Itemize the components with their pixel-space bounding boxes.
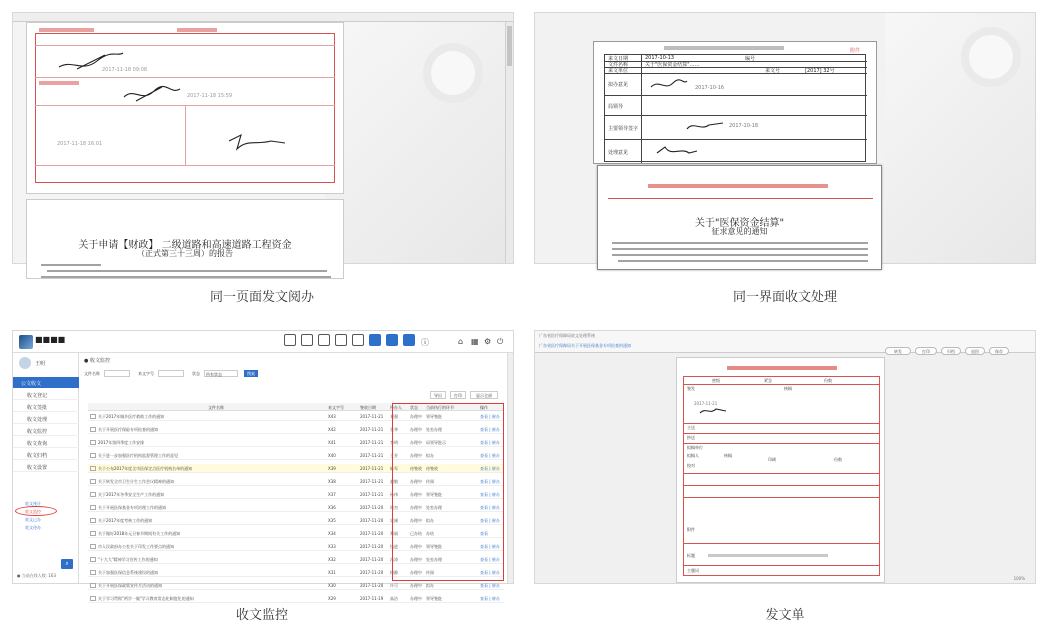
row-cell-title: 关于加强医保信息系统建设的通知 — [98, 570, 158, 575]
row-cell-person: 高洁 — [390, 596, 398, 601]
archive-button[interactable]: 归档 — [941, 347, 961, 355]
row-cell-title: 关于学习贯彻"两学一做"学习教育常态化制度化的通知 — [98, 596, 194, 601]
save-button[interactable]: 保存 — [989, 347, 1009, 355]
title-value-blur — [708, 554, 828, 557]
signature-c — [655, 143, 699, 159]
row-cell-title: 关于转发全市卫生计生工作会议精神的通知 — [98, 479, 174, 484]
col-header: 当前执行的环节 — [426, 405, 454, 410]
panel-receiving-doc-processing — [534, 12, 1036, 264]
form-row-line — [684, 565, 879, 566]
body-line — [612, 254, 868, 256]
body-line — [612, 248, 868, 250]
field-label-urgent: 紧急 — [764, 378, 772, 383]
user-name: 王明 — [35, 361, 46, 367]
row-label: 拟办意见 — [608, 82, 629, 88]
row-cell-no: X33 — [328, 544, 336, 549]
row-cell-person: 刘强 — [390, 414, 398, 419]
row-cell-no: X37 — [328, 492, 336, 497]
form-divider — [35, 45, 335, 46]
row-cell-person: 孙伟 — [390, 492, 398, 497]
row-cell-person: 许可 — [390, 583, 398, 588]
field-label-proof: 校对 — [687, 463, 695, 468]
row-cell-step: 领导签批 — [426, 596, 442, 601]
row-cell-no: X30 — [328, 583, 336, 588]
col-header[interactable]: 状态 — [410, 405, 418, 410]
field-label-sign: 签发 — [687, 386, 695, 391]
form-label-blur — [39, 81, 79, 85]
sidebar — [13, 353, 79, 583]
row-cell-status: 办理中 — [410, 453, 422, 458]
field-label-cc: 抄送 — [687, 435, 695, 440]
row-cell-op[interactable]: 查看 | 催办 — [480, 427, 500, 432]
panel-sending-doc-review — [12, 12, 514, 264]
row-cell-title: 关于做好2018年元旦春节期间有关工作的通知 — [98, 531, 181, 536]
row-cell-no: X32 — [328, 557, 336, 562]
row-cell-step: 拟办 — [426, 453, 434, 458]
browser-toolbar — [535, 331, 1035, 353]
form-divider-2 — [35, 77, 335, 78]
row-cell-person: 郑丽 — [390, 531, 398, 536]
row-cell-step: 办结 — [426, 531, 434, 536]
scrollbar[interactable] — [507, 353, 513, 583]
row-checkbox[interactable] — [90, 583, 96, 588]
row-cell-no: X34 — [328, 531, 336, 536]
row-cell-no: X36 — [328, 505, 336, 510]
form-red-border — [683, 376, 880, 576]
form-row-line — [684, 543, 879, 544]
scroll-thumb[interactable] — [507, 26, 512, 66]
field-label-review: 核稿 — [784, 386, 792, 391]
row-checkbox[interactable] — [90, 570, 96, 575]
row-cell-step: 局领导批示 — [426, 440, 446, 445]
breadcrumb: ● 收文监控 — [84, 358, 110, 364]
row-cell-person: 吴刚 — [390, 518, 398, 523]
highlight-circle — [15, 506, 57, 516]
row-cell-no: X40 — [328, 453, 336, 458]
sending-form-paper — [676, 357, 885, 583]
panel-receiving-doc-monitor — [12, 330, 514, 601]
online-count: ● 当前在线人数: 163 — [17, 573, 57, 578]
row-cell-op[interactable]: 查看 — [480, 531, 488, 536]
field-label-drafter-unit: 拟稿单位 — [687, 445, 703, 450]
form-row-line — [684, 433, 879, 434]
row-checkbox[interactable] — [90, 596, 96, 601]
avatar — [19, 357, 31, 369]
document-body — [26, 199, 344, 279]
row-label: 来文单位 — [608, 68, 629, 74]
doc-title-line1: 关于申请【财政】 二级道路和高速道路工程资金 — [78, 240, 292, 251]
row-cell-date: 2017-11-20 — [360, 557, 384, 562]
search-button[interactable]: 搜索 — [244, 370, 258, 377]
notice-title-line1: 关于"医保资金结算" — [694, 218, 785, 229]
signature-3 — [227, 131, 287, 153]
field-label-check: 核稿 — [724, 453, 732, 458]
row-cell-no: X35 — [328, 518, 336, 523]
row-cell-step: 待签收 — [426, 466, 438, 471]
row-cell-step: 传阅 — [426, 570, 434, 575]
cup-decoration — [961, 27, 1021, 87]
row-cell-date: 2017-11-20 — [360, 518, 384, 523]
col-header: 操作 — [480, 405, 488, 410]
row-cell-status: 待签收 — [410, 466, 422, 471]
show-all-button[interactable]: 显示全部 — [470, 391, 498, 399]
sidebar-subitem[interactable]: 收文统计 — [25, 501, 41, 506]
row-cell-title: 关于公布2017年度全市医保定点医疗机构名单的通知 — [98, 466, 193, 471]
toolbar-button-8[interactable] — [403, 334, 415, 346]
row-label: 来文日期 — [608, 56, 629, 62]
row-cell-person: 陈军 — [390, 466, 398, 471]
toolbar-button-4[interactable] — [335, 334, 347, 346]
row-cell-person: 何静 — [390, 570, 398, 575]
col-header[interactable]: 经办人 — [390, 405, 402, 410]
title-filter-input[interactable] — [104, 370, 130, 377]
row-cell-date: 2017-11-21 — [360, 466, 384, 471]
toolbar-button-2[interactable] — [301, 334, 313, 346]
row-cell-status: 办理中 — [410, 505, 422, 510]
help-icon[interactable]: ⓘ — [421, 338, 429, 347]
settings-icon[interactable]: ⚙ — [484, 337, 492, 346]
col-header[interactable]: 来文字号 — [328, 405, 344, 410]
row-checkbox[interactable] — [90, 531, 96, 536]
col-header[interactable]: 文件名称 — [208, 405, 224, 410]
form-row-line — [684, 485, 879, 486]
form-row-line — [684, 473, 879, 474]
row-cell-date: 2017-11-20 — [360, 570, 384, 575]
sidebar-section-head[interactable]: 公文收文 — [13, 377, 79, 388]
row-cell-date: 2017-11-19 — [360, 596, 384, 601]
row-cell-step: 处室办理 — [426, 557, 442, 562]
row-cell-op[interactable]: 查看 | 催办 — [480, 466, 500, 471]
print-button[interactable]: 打印 — [915, 347, 937, 355]
print-button[interactable]: 打印 — [450, 391, 466, 399]
row-cell-op[interactable]: 查看 | 催办 — [480, 492, 500, 497]
signature-a — [649, 77, 689, 93]
sidebar-item[interactable]: 收文登记 — [13, 389, 79, 400]
field-label-subject: 主题词 — [687, 568, 699, 573]
toolbar-button-5[interactable] — [352, 334, 364, 346]
signature-b — [685, 117, 725, 133]
field-label-main: 主送 — [687, 425, 695, 430]
row-cell-op[interactable]: 查看 | 催办 — [480, 479, 500, 484]
form-row-line — [684, 443, 879, 444]
sidebar-item[interactable]: 收文设置 — [13, 461, 79, 472]
row-checkbox[interactable] — [90, 479, 96, 484]
cell-docno-label: 来文号 — [765, 68, 781, 74]
scrollbar[interactable] — [505, 22, 513, 263]
filter-label-docno: 来文字号 — [138, 371, 154, 376]
toolbar-button-6[interactable] — [369, 334, 381, 346]
row-cell-title: 关于进一步加强医疗机构监督管理工作的意见 — [98, 453, 178, 458]
form-title-blur — [727, 366, 837, 370]
caption-1: 同一页面发文阅办 — [209, 290, 314, 305]
toolbar-button-1[interactable] — [284, 334, 296, 346]
row-cell-status: 办理中 — [410, 440, 422, 445]
receive-form — [593, 41, 877, 164]
status-select[interactable]: 所有状态 — [204, 370, 238, 377]
row-checkbox[interactable] — [90, 414, 96, 419]
row-cell-person: 周杰 — [390, 505, 398, 510]
row-cell-title: 关于开展医保政策宣传月活动的通知 — [98, 583, 162, 588]
sign-date-1: 2017-11-18 09:08 — [102, 67, 148, 73]
row-cell-status: 办理中 — [410, 570, 422, 575]
toolbar-button-7[interactable] — [386, 334, 398, 346]
row-cell-op[interactable]: 查看 | 催办 — [480, 518, 500, 523]
logo-subtext: ········· — [35, 344, 44, 348]
row-cell-date: 2017-11-20 — [360, 583, 384, 588]
row-cell-step: 领导签批 — [426, 544, 442, 549]
red-rule — [608, 198, 873, 199]
row-cell-status: 办理中 — [410, 557, 422, 562]
form-row-line — [684, 497, 879, 498]
row-checkbox[interactable] — [90, 557, 96, 562]
row-cell-date: 2017-11-21 — [360, 414, 384, 419]
row-cell-op[interactable]: 查看 | 催办 — [480, 414, 500, 419]
row-cell-step: 传阅 — [426, 479, 434, 484]
field-label-count: 份数 — [834, 457, 842, 462]
approval-form — [26, 22, 344, 194]
row-cell-step: 处室办理 — [426, 505, 442, 510]
row-cell-op[interactable]: 查看 | 催办 — [480, 570, 500, 575]
row-line — [605, 115, 867, 116]
row-cell-date: 2017-11-21 — [360, 427, 384, 432]
row-cell-op[interactable]: 查看 | 催办 — [480, 557, 500, 562]
sidebar-item[interactable]: 收文处理 — [13, 413, 79, 424]
cell-docno: [2017] 32号 — [805, 68, 835, 74]
row-checkbox[interactable] — [90, 440, 96, 445]
row-cell-no: X42 — [328, 427, 336, 432]
row-cell-no: X41 — [328, 440, 336, 445]
row-cell-title: 关于开展医疗保险专项检查的通知 — [98, 427, 158, 432]
body-line — [612, 242, 868, 244]
row-cell-date: 2017-11-21 — [360, 453, 384, 458]
row-cell-date: 2017-11-20 — [360, 505, 384, 510]
zoom-level: 100% — [1013, 576, 1025, 581]
form-title-blur — [664, 46, 784, 50]
body-line — [47, 270, 327, 272]
row-checkbox[interactable] — [90, 492, 96, 497]
sidebar-subitem[interactable]: 收文已办 — [25, 517, 41, 522]
sign-date-a: 2017-10-16 — [695, 85, 725, 91]
row-cell-no: X29 — [328, 596, 336, 601]
cup-decoration — [423, 43, 483, 103]
row-cell-person: 王芳 — [390, 453, 398, 458]
power-icon[interactable]: ⏻ — [497, 337, 504, 346]
sign-date-b: 2017-10-18 — [729, 123, 759, 129]
body-line — [41, 264, 101, 266]
row-cell-title: 2017年第四季度工作安排 — [98, 440, 145, 445]
field-label-copies: 份数 — [824, 378, 832, 383]
row-line — [605, 95, 867, 96]
row-cell-status: 办理中 — [410, 518, 422, 523]
row-cell-op[interactable]: 查看 | 催办 — [480, 596, 500, 601]
main-content — [80, 353, 507, 601]
row-cell-status: 已办结 — [410, 531, 422, 536]
row-cell-title: "十九大"精神学习宣传工作的通知 — [98, 557, 158, 562]
home-icon[interactable]: ⌂ — [458, 337, 464, 346]
sidebar-item[interactable]: 收文签批 — [13, 401, 79, 412]
row-line — [605, 139, 867, 140]
table-row[interactable] — [88, 594, 504, 603]
row-checkbox[interactable] — [90, 453, 96, 458]
signature — [698, 405, 728, 417]
form-header-right: 附件 — [849, 48, 860, 54]
row-cell-step: 拟办 — [426, 583, 434, 588]
row-cell-title: 关于2017年冬季安全生产工作的通知 — [98, 492, 165, 497]
row-cell-person: 冯涛 — [390, 557, 398, 562]
row-cell-person: 钱进 — [390, 544, 398, 549]
row-cell-op[interactable]: 查看 | 催办 — [480, 505, 500, 510]
row-cell-no: X38 — [328, 479, 336, 484]
sidebar-item[interactable]: 收文监控 — [13, 425, 79, 436]
toolbar-button-3[interactable] — [318, 334, 330, 346]
form-header-blur — [39, 28, 94, 32]
row-cell-no: X31 — [328, 570, 336, 575]
doc-title-line2: （正式第三十三周）的报告 — [137, 249, 233, 258]
row-cell-step: 处室办理 — [426, 427, 442, 432]
row-cell-title: 关于开展医保基金专项治理工作的通知 — [98, 505, 166, 510]
row-cell-step: 领导签批 — [426, 414, 442, 419]
row-checkbox[interactable] — [90, 466, 96, 471]
caption-4: 发文单 — [765, 608, 805, 623]
row-cell-date: 2017-11-21 — [360, 492, 384, 497]
row-cell-status: 办理中 — [410, 583, 422, 588]
row-cell-date: 2017-11-21 — [360, 440, 384, 445]
field-label-secret: 密级 — [712, 378, 720, 383]
body-line — [41, 276, 331, 278]
notice-title-line2: 征求意见的通知 — [711, 227, 768, 236]
row-label: 局领导 — [608, 104, 624, 110]
form-divider-4 — [35, 165, 335, 166]
row-checkbox[interactable] — [90, 505, 96, 510]
sign-date: 2017-11-21 — [694, 401, 718, 406]
col-line — [641, 55, 642, 163]
caption-2: 同一界面收文处理 — [732, 290, 837, 305]
field-label-drafter: 拟稿人 — [687, 453, 699, 458]
row-cell-person: 张华 — [390, 427, 398, 432]
row-label: 文件名称 — [608, 62, 629, 68]
cell-title: 关于"医保资金结算"…… — [645, 62, 700, 68]
caption-3: 收文监控 — [235, 608, 288, 623]
row-cell-op[interactable]: 查看 | 催办 — [480, 583, 500, 588]
row-label: 处理意见 — [608, 150, 629, 156]
notice-document — [597, 165, 882, 270]
app-logo — [19, 335, 71, 349]
filter-label-status: 状态 — [192, 371, 200, 376]
form-table — [604, 54, 866, 162]
row-cell-no: X43 — [328, 414, 336, 419]
row-cell-status: 办理中 — [410, 492, 422, 497]
body-line — [618, 260, 868, 262]
row-checkbox[interactable] — [90, 518, 96, 523]
row-checkbox[interactable] — [90, 427, 96, 432]
form-vdivider — [185, 105, 186, 165]
row-cell-date: 2017-11-21 — [360, 479, 384, 484]
table-row[interactable] — [88, 581, 504, 590]
cell-number-label: 编号 — [745, 56, 756, 62]
panel-sending-form — [534, 330, 1036, 584]
app-header — [13, 331, 513, 353]
row-cell-status: 办理中 — [410, 596, 422, 601]
row-cell-status: 办理中 — [410, 427, 422, 432]
logo-text: ■■■■ — [35, 335, 66, 344]
row-cell-op[interactable]: 查看 | 催办 — [480, 544, 500, 549]
col-header[interactable]: 签收日期 — [360, 405, 376, 410]
sidebar-item[interactable]: 收文归档 — [13, 449, 79, 460]
logo-mark — [19, 335, 33, 349]
search-icon[interactable]: ⌕ — [61, 559, 73, 569]
row-cell-step: 拟办 — [426, 518, 434, 523]
field-label-print: 印刷 — [768, 457, 776, 462]
sidebar-subitem[interactable]: 收文待办 — [25, 525, 41, 530]
row-label: 主要领导签字 — [608, 126, 639, 132]
sign-date-3: 2017-11-18 16:01 — [57, 141, 103, 147]
row-checkbox[interactable] — [90, 544, 96, 549]
sidebar-item[interactable]: 收文查询 — [13, 437, 79, 448]
row-cell-no: X39 — [328, 466, 336, 471]
highlight-frame — [392, 403, 504, 581]
sidebar-subitem-active[interactable]: 收文监控 — [25, 509, 41, 514]
row-cell-step: 领导签批 — [426, 492, 442, 497]
row-cell-date: 2017-11-20 — [360, 531, 384, 536]
row-cell-title: 关于2017年度考核工作的通知 — [98, 518, 153, 523]
field-label-title: 标题 — [687, 553, 695, 558]
filter-label-title: 文件名称 — [84, 371, 100, 376]
row-cell-title: 市人民政府办公室关于印发工作要点的通知 — [98, 544, 174, 549]
document-link[interactable]: 广东省医疗保障局关于开展医保基金专项检查的通知 — [539, 343, 631, 348]
row-cell-date: 2017-11-20 — [360, 544, 384, 549]
forward-button[interactable]: 转发 — [885, 347, 911, 355]
return-button[interactable]: 退回 — [965, 347, 985, 355]
window-title: 广东省医疗保障局收文处理系统 — [539, 333, 595, 338]
row-cell-op[interactable]: 查看 | 催办 — [480, 440, 500, 445]
docno-filter-input[interactable] — [158, 370, 184, 377]
row-cell-title: 关于2017年城乡医疗救助工作的通知 — [98, 414, 165, 419]
export-button[interactable]: 导出 — [430, 391, 446, 399]
signature-2 — [122, 83, 182, 105]
field-label-attachment: 附件 — [687, 527, 695, 532]
form-header-blur-2 — [177, 28, 217, 32]
form-row-line — [684, 384, 879, 385]
row-cell-status: 办理中 — [410, 544, 422, 549]
grid-icon[interactable]: ▦ — [471, 337, 479, 346]
row-cell-status: 办理中 — [410, 479, 422, 484]
sign-date-2: 2017-11-18 15:59 — [187, 93, 233, 99]
form-row-line — [684, 423, 879, 424]
row-cell-person: 李明 — [390, 440, 398, 445]
browser-toolbar — [13, 13, 513, 22]
row-cell-op[interactable]: 查看 | 催办 — [480, 453, 500, 458]
row-cell-person: 赵敏 — [390, 479, 398, 484]
row-cell-status: 办理中 — [410, 414, 422, 419]
cell-date: 2017-10-13 — [645, 55, 675, 61]
red-header-blur — [648, 184, 828, 188]
